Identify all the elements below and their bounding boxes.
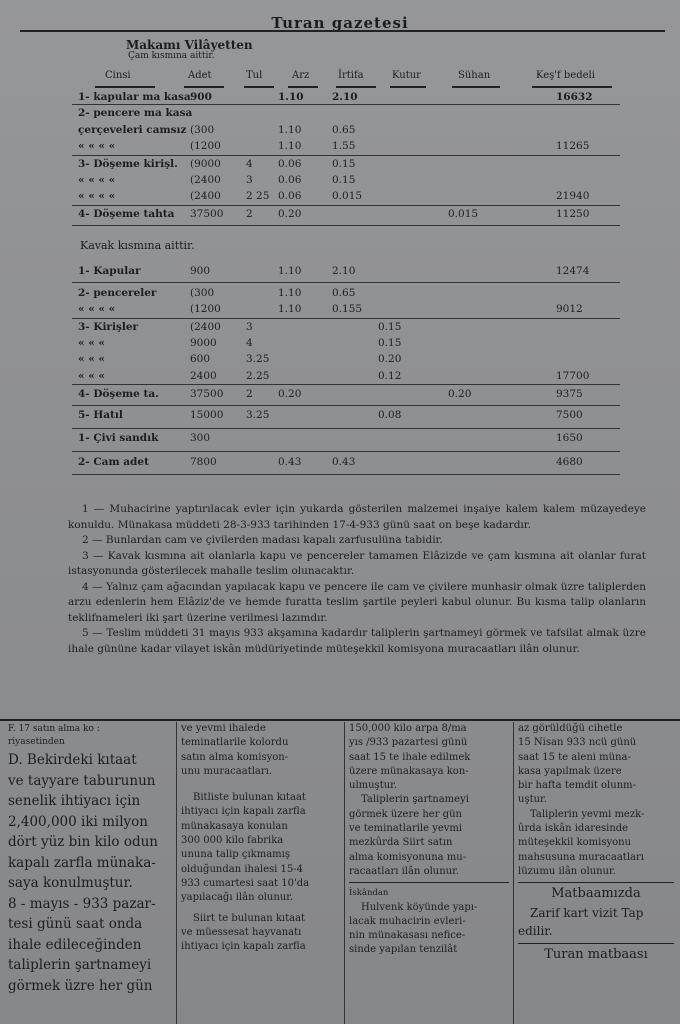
ad-line: kasa yapılmak üzere [518,765,622,777]
col-underline [95,86,155,88]
ad-heading: F. 17 satın alma ko : [8,724,100,734]
cam_rows-cell-irtifa: 0.015 [332,190,363,202]
ad-line: görmek üzere her gün [349,808,462,820]
ad-line: lacak muhacirin evleri- [349,915,466,927]
ad-line: Taliplerin şartnameyi [361,794,469,806]
kavak_rows-cell-tul: 3.25 [246,409,270,421]
ad-column-2 [181,722,340,1024]
ad-line: münakasaya konulan [181,820,288,832]
cam_rows-cell-suhan: 0.015 [448,208,479,220]
cam_rows-cell-bedel: 16632 [556,91,593,103]
cam_rows-cell-arz: 1.10 [278,124,302,136]
table-row-rule [72,428,620,429]
ad-line: Hulvenk köyünde yapı- [361,901,478,913]
cam_rows-cell-arz: 0.06 [278,174,302,186]
cam_rows-cell-arz: 1.10 [278,91,304,103]
notes-block [68,502,646,657]
cam_rows-cell-adet: (9000 [190,158,221,170]
kavak_rows-cell-cinsi: 3- Kirişler [78,321,139,333]
cam_rows-cell-arz: 0.20 [278,208,302,220]
cam_rows-cell-cinsi: « « « « [78,174,116,186]
cam_rows-cell-tul: 2 [246,208,253,220]
kavak_rows-cell-adet: (2400 [190,321,221,333]
kavak_rows-cell-adet: 37500 [190,388,224,400]
note-paragraph: 3 — Kavak kısmına ait olanlarla kapu ve pencereler tamamen Elâzizde ve çam kısmına ait olanlar furat istasyonunda gösterilecek mahalle teslim olunacaktır. [68,549,646,577]
cam_rows-cell-cinsi: 2- pencere ma kasa [78,107,193,119]
ad-line: ve teminatlarile yevmi [349,823,463,835]
cam_rows-cell-cinsi: 4- Döşeme tahta [78,208,175,220]
column-divider [344,722,345,1024]
cam-section-title: Çam kısmına aittir. [128,51,215,61]
kavak_rows-cell-adet: 15000 [190,409,224,421]
ad-line: senelik ihtiyacı için [8,793,141,809]
kavak_rows-cell-arz: 1.10 [278,265,302,277]
kavak_rows-cell-tul: 2 [246,388,253,400]
kavak_rows-cell-irtifa: 0.155 [332,303,363,315]
ad-line: ihale edileceğinden [8,936,142,953]
ad-line: 933 cumartesi saat 10'da [181,877,310,889]
kavak_rows-cell-adet: 600 [190,353,211,365]
cam_rows-cell-bedel: 21940 [556,190,590,202]
kavak_rows-cell-cinsi: « « « « [78,303,116,315]
kavak_rows-cell-cinsi: 4- Döşeme ta. [78,388,159,400]
col-header-kutur: Kutur [392,70,421,81]
ad-line: dört yüz bin kilo odun [8,834,159,850]
ad-line: müteşekkil komisyonu [518,837,632,849]
cam_rows-cell-adet: 900 [190,91,212,103]
ad-line: 2,400,000 iki milyon [8,813,148,830]
kavak_rows-cell-cinsi: « « « [78,370,105,382]
col-underline [452,86,500,88]
kavak_rows-cell-bedel: 9012 [556,303,583,315]
ad-heading: riyasetinden [8,737,65,747]
print-shop-title: Matbaamızda [551,886,641,902]
ad-line: ulmuştur. [349,780,398,792]
cam_rows-cell-bedel: 11265 [556,140,590,152]
kavak_rows-cell-cinsi: « « « [78,337,105,349]
ad-line: ve müessesat hayvanatı [181,926,302,938]
ad-line: bir hafta temdit olunm- [518,780,636,792]
ad-column-4 [518,722,674,1024]
cam_rows-cell-irtifa: 2.10 [332,91,358,103]
kavak_rows-cell-kutur: 0.20 [378,353,402,365]
table-row-rule [72,451,620,452]
ad-line: alma komisyonuna mu- [349,851,467,863]
ad-heading: İskândan [349,888,389,899]
ad-line: 15 Nisan 933 ncü günü [518,737,637,749]
print-shop-text: Zarif kart vizit Tap edilir. [518,906,644,939]
ad-line: mahsusuna muracaatları [518,851,644,863]
ad-line: satın alma komisyon- [181,751,289,763]
cam_rows-cell-adet: (2400 [190,174,221,186]
kavak_rows-cell-cinsi: « « « [78,353,105,365]
kavak_rows-cell-arz: 0.20 [278,388,302,400]
kavak_rows-cell-irtifa: 0.65 [332,287,356,299]
note-paragraph: 4 — Yalnız çam ağacından yapılacak kapu ve pencere ile cam ve çivilere munhasir olmak üzre taliplerden arzu edenlerin hem Elâziz'de ve hemde furatta teslim şartile peyleri kabul olunur. Bu kısma talip olanların teklifnameleri iki şart üzerine verilmesi lazımdır. [68,580,646,624]
col-underline [390,86,426,88]
note-paragraph: 2 — Bunlardan cam ve çivilerden madası kapalı zarfusulüna tabidir. [82,534,443,546]
ad-line: Taliplerin yevmi mezk- [530,808,645,820]
ads-top-rule [0,719,680,721]
ad-line: yıs /933 pazartesi günü [349,737,468,749]
ad-line: 150,000 kilo arpa 8/ma [349,723,467,734]
ad-line: olduğundan ihalesi 15-4 [181,863,304,875]
col-underline [244,86,274,88]
ad-line: ihtiyacı için kapalı zarfla [181,806,306,818]
ad-line: ve tayyare taburunun [8,772,156,789]
kavak_rows-cell-suhan: 0.20 [448,388,472,400]
col-underline [184,86,224,88]
ad-line: az görüldüğü cihetle [518,723,623,734]
kavak_rows-cell-cinsi: 2- pencereler [78,287,157,299]
col-header-cinsi: Cinsi [105,70,131,81]
kavak_rows-cell-cinsi: 5- Hatıl [78,409,123,421]
ad-column-3 [349,722,509,1024]
table-row-rule [72,474,620,475]
ad-line: ûrda iskân idaresinde [518,823,629,835]
print-shop-footer: Turan matbaası [544,947,648,963]
ad-separator [518,882,674,883]
kavak_rows-cell-arz: 1.10 [278,303,302,315]
kavak_rows-cell-bedel: 17700 [556,370,590,382]
kavak_rows-cell-bedel: 12474 [556,265,590,277]
col-header-arz: Arz [292,70,310,81]
ad-line: mezkûrda Siirt satın [349,837,453,849]
col-header-suhan: Sühan [458,70,491,81]
kavak_rows-cell-bedel: 7500 [556,409,583,421]
cam_rows-cell-cinsi: « « « « [78,140,116,152]
ad-line: racaatları ilân olunur. [349,865,459,877]
kavak_rows-cell-kutur: 0.12 [378,370,402,382]
table-row-rule [72,282,620,283]
kavak_rows-cell-tul: 3.25 [246,353,270,365]
table-row-rule [72,104,620,105]
cam_rows-cell-irtifa: 0.65 [332,124,356,136]
ad-line: lüzumu ilân olunur. [518,865,616,877]
cam_rows-cell-cinsi: 1- kapular ma kasa [78,91,191,103]
ad-line: sinde yapılan tenzilât [349,944,458,956]
cam_rows-cell-cinsi: çerçeveleri camsız [78,124,187,136]
ad-line: ihtiyacı için kapalı zarfla [181,941,306,953]
ad-column-1 [8,722,172,1024]
office-title: Makamı Vilâyetten [126,38,253,52]
ad-line: ununa talip çıkmamış [181,849,290,861]
kavak_rows-cell-adet: 9000 [190,337,217,349]
ad-line: teminatlarile kolordu [181,737,289,749]
kavak_rows-cell-cinsi: 2- Cam adet [78,456,149,468]
ad-line: saat 15 te aleni müna- [518,751,631,763]
cam_rows-cell-tul: 4 [246,158,253,170]
kavak_rows-cell-adet: 7800 [190,456,217,468]
kavak_rows-cell-bedel: 1650 [556,432,583,444]
column-divider [176,722,177,1024]
kavak_rows-cell-cinsi: 1- Kapular [78,265,141,277]
table-row-rule [72,205,620,206]
ad-line: uştur. [518,794,547,806]
ad-line: görmek üzre her gün [8,977,153,994]
table-row-rule [72,225,620,226]
cam_rows-cell-arz: 0.06 [278,190,302,202]
cam_rows-cell-cinsi: 3- Döşeme kirişl. [78,158,178,170]
col-header-bedel: Keş'f bedeli [536,70,595,81]
cam_rows-cell-adet: (2400 [190,190,221,202]
table-row-rule [72,384,620,385]
kavak_rows-cell-kutur: 0.08 [378,409,402,421]
kavak_rows-cell-adet: 300 [190,432,211,444]
cam_rows-cell-irtifa: 0.15 [332,174,356,186]
newspaper-header: Turan gazetesi [271,14,409,32]
kavak_rows-cell-arz: 0.43 [278,456,302,468]
ad-separator [349,882,509,883]
table-row-rule [72,318,620,319]
cam_rows-cell-adet: (1200 [190,140,221,152]
kavak_rows-cell-adet: 900 [190,265,211,277]
kavak_rows-cell-irtifa: 0.43 [332,456,356,468]
header-rule [20,30,665,32]
ad-line: saya konulmuştur. [8,875,133,891]
kavak_rows-cell-irtifa: 2.10 [332,265,356,277]
table-row-rule [72,405,620,406]
col-underline [336,86,376,88]
col-header-irtifa: İrtifa [338,70,364,81]
note-paragraph: 1 — Muhacirine yaptırılacak evler için yukarda gösterilen malzemei inşaiye kalem kalem müzayedeye konuldu. Münakasa müddeti 28-3-933 tarihinden 17-4-933 günü saat on beşe kadardır. [68,503,646,531]
col-header-adet: Adet [188,70,212,81]
kavak_rows-cell-cinsi: 1- Çivi sandık [78,432,159,444]
kavak_rows-cell-arz: 1.10 [278,287,302,299]
ad-line: ve yevmi ihalede [181,723,266,734]
cam_rows-cell-tul: 3 [246,174,253,186]
cam_rows-cell-bedel: 11250 [556,208,590,220]
ad-separator [518,943,674,944]
column-divider [513,722,514,1024]
table-row-rule [72,155,620,156]
kavak_rows-cell-kutur: 0.15 [378,337,402,349]
col-underline [532,86,612,88]
ad-line: üzere münakasaya kon- [349,765,469,777]
kavak-section-title: Kavak kısmına aittir. [80,239,195,252]
ad-line: 8 - mayıs - 933 pazar- [8,895,156,912]
col-underline [288,86,318,88]
kavak_rows-cell-tul: 2.25 [246,370,270,382]
cam_rows-cell-irtifa: 0.15 [332,158,356,170]
kavak_rows-cell-kutur: 0.15 [378,321,402,333]
ad-line: tesi günü saat onda [8,916,143,932]
cam_rows-cell-cinsi: « « « « [78,190,116,202]
col-header-tul: Tul [246,70,263,81]
kavak_rows-cell-bedel: 4680 [556,456,583,468]
cam_rows-cell-arz: 1.10 [278,140,302,152]
ad-line: taliplerin şartnameyi [8,957,152,973]
kavak_rows-cell-adet: (300 [190,287,215,299]
cam_rows-cell-irtifa: 1.55 [332,140,356,152]
cam_rows-cell-tul: 2 25 [246,190,270,202]
ad-line: Siirt te bulunan kıtaat [193,912,306,924]
note-paragraph: 5 — Teslim müddeti 31 mayıs 933 akşamına kadardır taliplerin şartnameyi görmek ve tafsilat almak üzre ihale gününe kadar vilayet iskân müdüriyetinde müteşekkil komisyona muracaatları ilân olunur. [68,627,646,655]
kavak_rows-cell-adet: 2400 [190,370,217,382]
kavak_rows-cell-adet: (1200 [190,303,221,315]
ad-line: unu muracaatları. [181,765,273,777]
cam_rows-cell-adet: (300 [190,124,215,136]
kavak_rows-cell-tul: 4 [246,337,253,349]
ad-line: D. Bekirdeki kıtaat [8,752,137,768]
kavak_rows-cell-tul: 3 [246,321,253,333]
cam_rows-cell-arz: 0.06 [278,158,302,170]
ad-line: nin münakasası nefice- [349,930,466,942]
kavak_rows-cell-bedel: 9375 [556,388,583,400]
ad-line: saat 15 te ihale edilmek [349,751,471,763]
ad-line: yapılacağı ilân olunur. [181,892,294,904]
ad-line: kapalı zarfla münaka- [8,854,156,871]
ad-line: Bitliste bulunan kıtaat [193,792,306,804]
cam_rows-cell-adet: 37500 [190,208,224,220]
ad-line: 300 000 kilo fabrika [181,835,284,847]
